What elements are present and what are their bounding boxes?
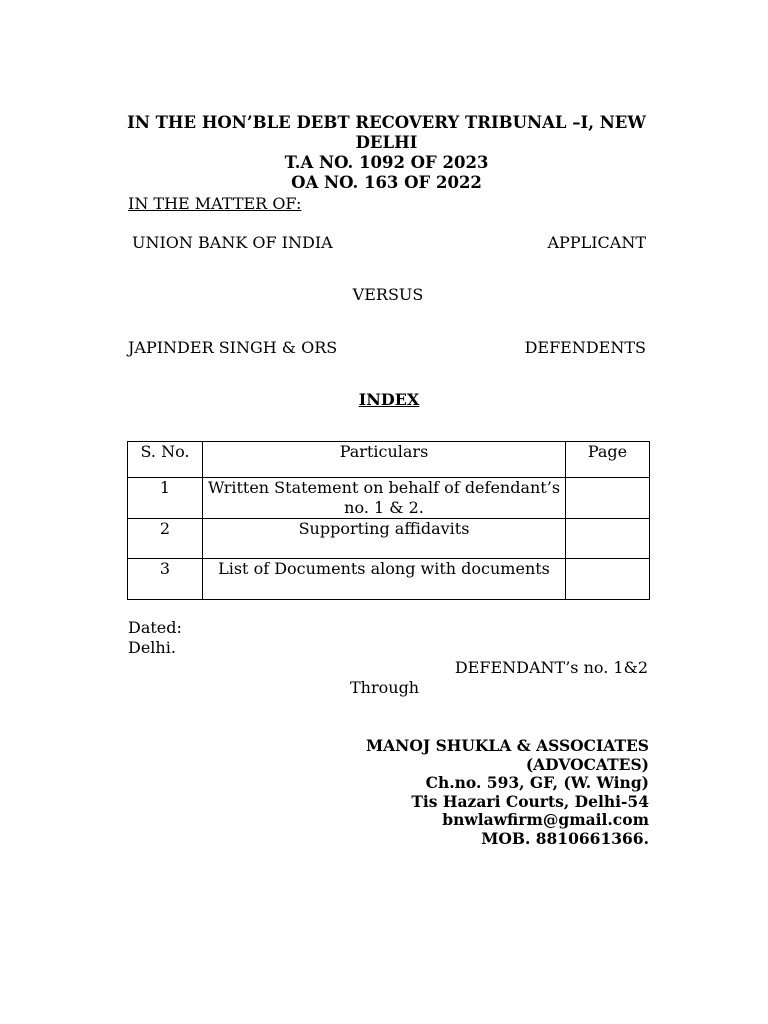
serial-cell: 2 [128,519,203,559]
firm-email: bnwlawfirm@gmail.com [442,810,649,829]
particulars-cell: Written Statement on behalf of defendant’s no. 1 & 2. [203,478,566,519]
index-table [127,441,650,600]
serial-cell: 1 [128,478,203,519]
applicant-name: UNION BANK OF INDIA [132,233,333,252]
table-row [128,519,650,559]
table-header-row [128,442,650,478]
tribunal-heading: IN THE HON’BLE DEBT RECOVERY TRIBUNAL –I, NEW [127,113,646,132]
table-row [128,478,650,519]
defendant-role: DEFENDENTS [524,338,646,357]
firm-chamber: Ch.no. 593, GF, (W. Wing) [425,773,649,792]
tribunal-heading-city: DELHI [355,133,418,152]
particulars-cell: Supporting affidavits [203,519,566,559]
matter-label: IN THE MATTER OF: [128,194,302,213]
through-label: Through [350,678,420,697]
defendant-name: JAPINDER SINGH & ORS [128,338,338,357]
firm-address: Tis Hazari Courts, Delhi-54 [411,792,649,811]
index-title: INDEX [358,390,420,409]
header-cell: Particulars [203,442,566,478]
ta-number: T.A NO. 1092 OF 2023 [284,153,489,172]
particulars-cell: List of Documents along with documents [203,559,566,600]
firm-type: (ADVOCATES) [525,755,649,774]
serial-cell: 3 [128,559,203,600]
applicant-role: APPLICANT [547,233,646,252]
firm-mobile: MOB. 8810661366. [481,829,649,848]
page-cell [566,559,650,600]
versus-label: VERSUS [352,285,424,304]
signatory-label: DEFENDANT’s no. 1&2 [454,658,648,677]
oa-number: OA NO. 163 OF 2022 [291,173,482,192]
page-cell [566,519,650,559]
table-row [128,559,650,600]
dated-label: Dated: [128,618,182,637]
page-cell [566,478,650,519]
header-cell: Page [566,442,650,478]
firm-name: MANOJ SHUKLA & ASSOCIATES [365,736,649,755]
header-cell: S. No. [128,442,203,478]
place-label: Delhi. [128,638,176,657]
